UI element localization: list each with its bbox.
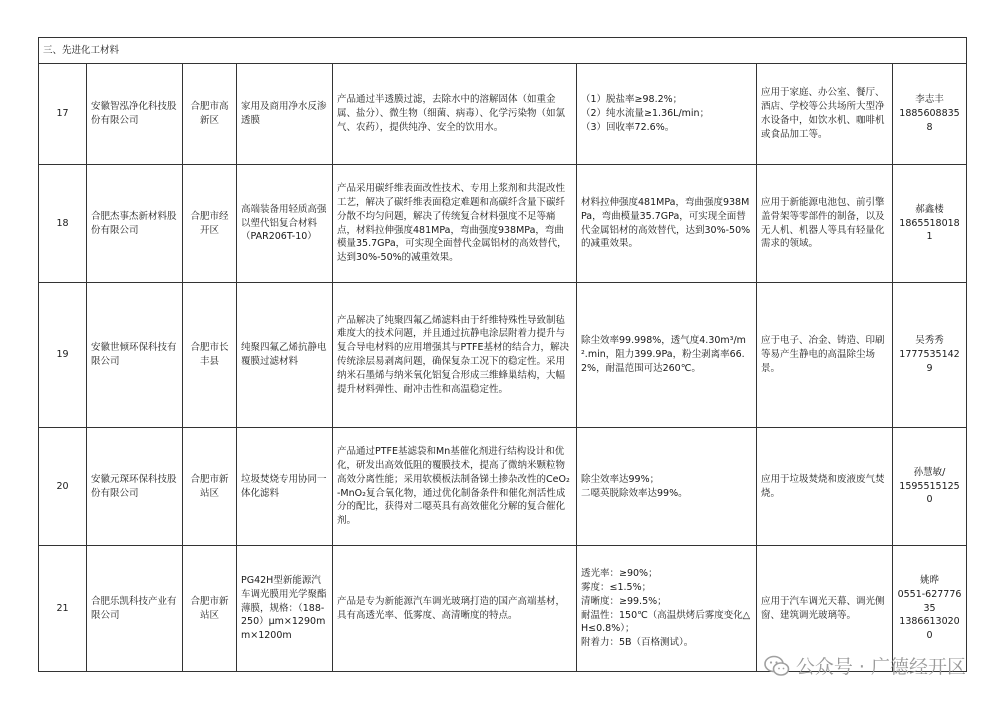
area: 合肥市长丰县 xyxy=(183,283,237,428)
section-header-row xyxy=(39,38,967,64)
spec-line: 除尘效率99.998%，透气度4.30m³/m².min，阻力399.9Pa，粉尘剥离率66.2%，耐温范围可达260℃。 xyxy=(581,335,746,374)
product-specs xyxy=(577,283,757,428)
watermark-text: 公众号 · 广德经开区 xyxy=(795,656,966,678)
contact-phone: 18655180181 xyxy=(899,217,960,243)
product-specs xyxy=(577,165,757,283)
contact xyxy=(893,165,967,283)
spec-line: 附着力：5B（百格测试）。 xyxy=(581,637,694,649)
contact-name: 孙慧敏/ xyxy=(913,466,946,478)
spec-line: （3）回收率72.6%。 xyxy=(581,121,675,133)
area: 合肥市经开区 xyxy=(183,165,237,283)
contact-phone-secondary: 13866130200 xyxy=(899,616,960,642)
product-specs xyxy=(577,64,757,165)
product-description: 产品通过半透膜过滤，去除水中的溶解固体（如重金属、盐分）、微生物（细菌、病毒）、化学污染物（如氯气、农药），提供纯净、安全的饮用水。 xyxy=(333,64,577,165)
spec-line: （1）脱盐率≥98.2%； xyxy=(581,94,683,106)
product-name: PG42H型新能源汽车调光膜用光学聚酯薄膜，规格：（188-250）μm×1290mm×1200m xyxy=(237,546,333,672)
table-row xyxy=(39,64,967,165)
section-title: 三、先进化工材料 xyxy=(39,38,967,64)
row-number: 19 xyxy=(39,283,87,428)
area: 合肥市新站区 xyxy=(183,428,237,546)
spec-line: 清晰度：≥99.5%； xyxy=(581,595,667,607)
product-specs xyxy=(577,546,757,672)
product-specs xyxy=(577,428,757,546)
wechat-icon xyxy=(764,655,790,677)
product-description: 产品是专为新能源汽车调光玻璃打造的国产高端基材，具有高透光率、低雾度、高清晰度的特点。 xyxy=(333,546,577,672)
application-field: 应用于家庭、办公室、餐厅、酒店、学校等公共场所大型净水设备中，如饮水机、咖啡机或食品加工等。 xyxy=(757,64,893,165)
product-name: 高端装备用轻质高强以塑代铝复合材料（PAR206T-10） xyxy=(237,165,333,283)
contact-phone: 17775351429 xyxy=(899,349,960,374)
application-field: 应用于垃圾焚烧和废液废气焚烧。 xyxy=(757,428,893,546)
company-name: 安徽智泓净化科技股份有限公司 xyxy=(87,64,183,165)
watermark xyxy=(764,652,966,679)
row-number: 18 xyxy=(39,165,87,283)
contact-name: 姚晔 xyxy=(920,575,940,587)
contact-name: 郝鑫楼 xyxy=(915,203,944,215)
contact-phone: 0551-62777635 xyxy=(897,588,962,614)
product-name: 家用及商用净水反渗透膜 xyxy=(237,64,333,165)
spec-line: 耐温性：150℃（高温烘烤后雾度变化△H≤0.8%）； xyxy=(581,609,751,635)
contact xyxy=(893,428,967,546)
table-row xyxy=(39,283,967,428)
area: 合肥市新站区 xyxy=(183,546,237,672)
row-number: 17 xyxy=(39,64,87,165)
company-name: 合肥乐凯科技产业有限公司 xyxy=(87,546,183,672)
spec-line: 雾度：≤1.5%； xyxy=(581,581,652,593)
product-description: 产品采用碳纤维表面改性技术、专用上浆剂和共混改性工艺，解决了碳纤维表面稳定难题和高碳纤含量下碳纤分散不均匀问题，解决了传统复合材料强度不足等痛点，材料拉伸强度481MPa，弯曲强度938MPa，弯曲模量35.7GPa，可实现全面替代金属铝材的高效替代，达到30%-50%的减重效果。 xyxy=(333,165,577,283)
product-description: 产品解决了纯聚四氟乙烯滤料由于纤维特殊性导致制毡难度大的技术问题，并且通过抗静电涂层附着力提升与复合导电材料的应用增强其与PTFE基材的结合力，解决传统涂层易剥离问题，确保复杂工况下的稳定性。采用纳米石墨烯与纳米氧化铝复合形成三维蜂巢结构，大幅提升材料弹性、耐冲击性和高温稳定性。 xyxy=(333,283,577,428)
application-field: 应用于新能源电池包、前引擎盖骨架等零部件的制备，以及无人机、机器人等具有轻量化需求的领域。 xyxy=(757,165,893,283)
company-name: 合肥杰事杰新材料股份有限公司 xyxy=(87,165,183,283)
contact-name: 吴秀秀 xyxy=(915,335,944,347)
table-row xyxy=(39,428,967,546)
spec-line: 除尘效率达99%； xyxy=(581,473,660,485)
application-field: 应用于汽车调光天幕、调光侧窗、建筑调光玻璃等。 xyxy=(757,546,893,672)
contact xyxy=(893,64,967,165)
product-name: 纯聚四氟乙烯抗静电覆膜过滤材料 xyxy=(237,283,333,428)
contact-phone: 18856088358 xyxy=(899,108,960,133)
product-description: 产品通过PTFE基滤袋和Mn基催化剂进行结构设计和优化，研发出高效低阻的覆膜技术，提高了微纳米颗粒物高效分离性能；采用软模板法制备锑土掺杂改性的CeO₂-MnO₂复合氧化物，通过优化制备条件和催化剂活性成分的配比，获得对二噁英具有高效催化分解的复合催化剂。 xyxy=(333,428,577,546)
spec-line: 材料拉伸强度481MPa，弯曲强度938MPa，弯曲模量35.7GPa，可实现全面替代金属铝材的高效替代，达到30%-50%的减重效果。 xyxy=(581,196,751,250)
company-name: 安徽世倾环保科技有限公司 xyxy=(87,283,183,428)
contact-phone: 15955151250 xyxy=(899,480,960,506)
company-name: 安徽元琛环保科技股份有限公司 xyxy=(87,428,183,546)
contact xyxy=(893,283,967,428)
product-name: 垃圾焚烧专用协同一体化滤料 xyxy=(237,428,333,546)
application-field: 应于电子、冶金、铸造、印刷等易产生静电的高温除尘场景。 xyxy=(757,283,893,428)
spec-line: （2）纯水流量≥1.36L/min； xyxy=(581,108,710,120)
row-number: 20 xyxy=(39,428,87,546)
product-table-sheet xyxy=(38,37,966,664)
area: 合肥市高新区 xyxy=(183,64,237,165)
table-row xyxy=(39,165,967,283)
spec-line: 透光率：≥90%； xyxy=(581,568,658,580)
product-table xyxy=(38,37,967,672)
spec-line: 二噁英脱除效率达99%。 xyxy=(581,487,688,499)
row-number: 21 xyxy=(39,546,87,672)
contact-name: 李志丰 xyxy=(915,94,944,106)
